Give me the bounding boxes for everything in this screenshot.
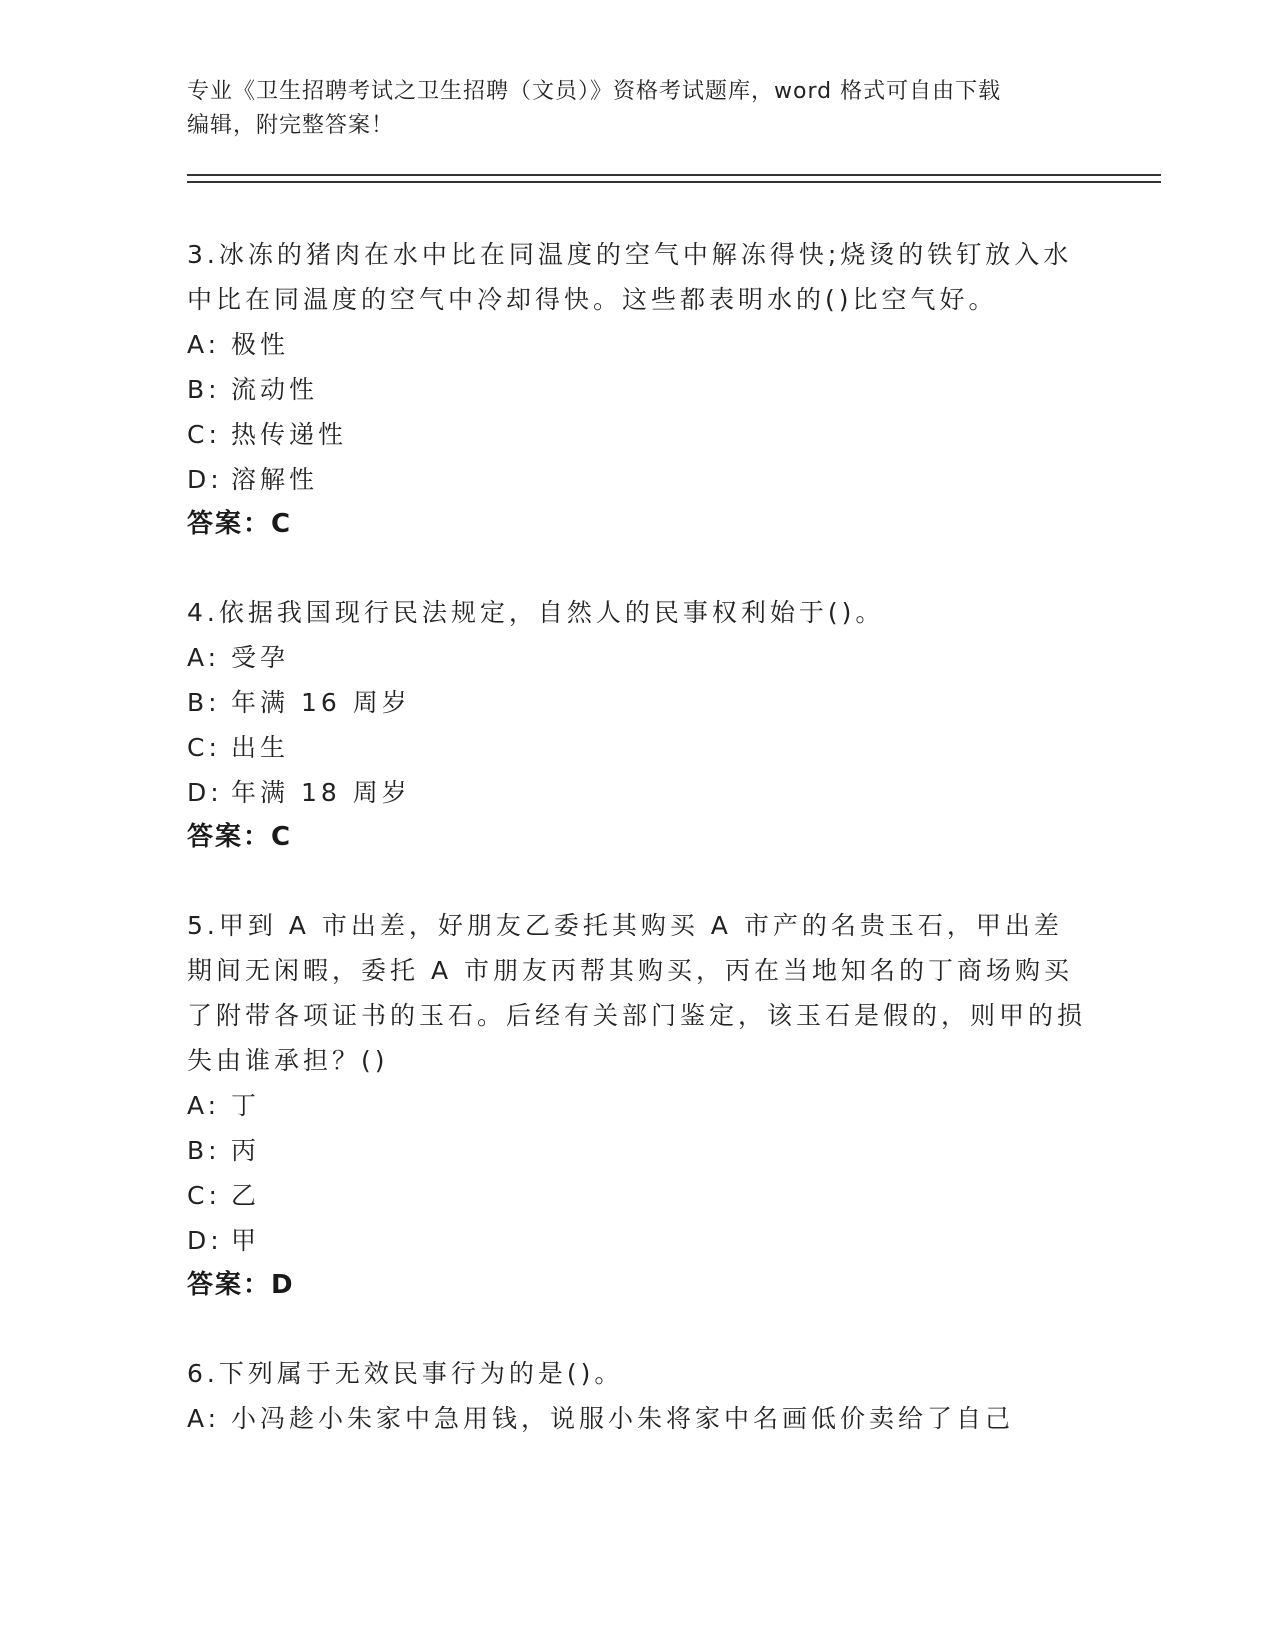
option-text: 年满 16 周岁 (231, 688, 411, 717)
question-6 (187, 1351, 1087, 1441)
option-key: C: (187, 1181, 221, 1210)
option-a (187, 635, 1087, 680)
option-b (187, 367, 1087, 412)
option-key: A: (187, 1404, 221, 1433)
option-text: 乙 (231, 1181, 261, 1210)
option-key: A: (187, 330, 221, 359)
option-a (187, 322, 1087, 367)
option-text: 受孕 (231, 643, 290, 672)
option-key: B: (187, 688, 221, 717)
question-4 (187, 590, 1087, 860)
option-key: D: (187, 465, 223, 494)
header-divider-bottom (187, 181, 1161, 183)
document-header (187, 75, 1087, 143)
option-text: 极性 (231, 330, 290, 359)
question-5 (187, 903, 1087, 1308)
answer-value: D (271, 1270, 295, 1300)
option-text: 甲 (231, 1226, 261, 1255)
option-key: D: (187, 1226, 223, 1255)
option-text: 出生 (231, 733, 290, 762)
option-c (187, 412, 1087, 457)
header-line-1: 专业《卫生招聘考试之卫生招聘（文员）》资格考试题库，word 格式可自由下载 (187, 79, 1002, 104)
header-divider-top (187, 174, 1161, 176)
answer-label: 答案： (187, 1270, 272, 1300)
question-list (187, 232, 1087, 1484)
option-text: 丁 (231, 1091, 261, 1120)
question-stem: 6.下列属于无效民事行为的是()。 (187, 1359, 624, 1388)
answer-line (187, 815, 1087, 860)
answer-value: C (271, 822, 293, 852)
header-line-2: 编辑，附完整答案！ (187, 113, 395, 138)
question-stem: 4.依据我国现行民法规定，自然人的民事权利始于()。 (187, 598, 885, 627)
option-d (187, 457, 1087, 502)
option-a (187, 1083, 1087, 1128)
option-key: A: (187, 1091, 221, 1120)
option-a (187, 1396, 1087, 1441)
option-d (187, 770, 1087, 815)
question-stem: 5.甲到 A 市出差，好朋友乙委托其购买 A 市产的名贵玉石，甲出差期间无闲暇，委托 A 市朋友丙帮其购买，丙在当地知名的丁商场购买了附带各项证书的玉石。后经有关部门鉴定，该玉石是假的，则甲的损失由谁承担？() (187, 911, 1087, 1075)
option-text: 溶解性 (231, 465, 319, 494)
answer-line (187, 1263, 1087, 1308)
option-key: C: (187, 733, 221, 762)
option-d (187, 1218, 1087, 1263)
option-c (187, 1173, 1087, 1218)
answer-label: 答案： (187, 509, 272, 539)
option-c (187, 725, 1087, 770)
answer-value: C (271, 509, 293, 539)
option-text: 年满 18 周岁 (231, 778, 411, 807)
option-text: 小冯趁小朱家中急用钱，说服小朱将家中名画低价卖给了自己 (231, 1404, 1015, 1433)
answer-line (187, 502, 1087, 547)
option-b (187, 1128, 1087, 1173)
option-text: 热传递性 (231, 420, 348, 449)
option-key: A: (187, 643, 221, 672)
question-stem: 3.冰冻的猪肉在水中比在同温度的空气中解冻得快;烧烫的铁钉放入水中比在同温度的空气中冷却得快。这些都表明水的()比空气好。 (187, 240, 1073, 314)
question-3 (187, 232, 1087, 547)
option-b (187, 680, 1087, 725)
option-key: B: (187, 375, 221, 404)
option-text: 流动性 (231, 375, 319, 404)
option-key: C: (187, 420, 221, 449)
option-text: 丙 (231, 1136, 261, 1165)
answer-label: 答案： (187, 822, 272, 852)
option-key: B: (187, 1136, 221, 1165)
option-key: D: (187, 778, 223, 807)
